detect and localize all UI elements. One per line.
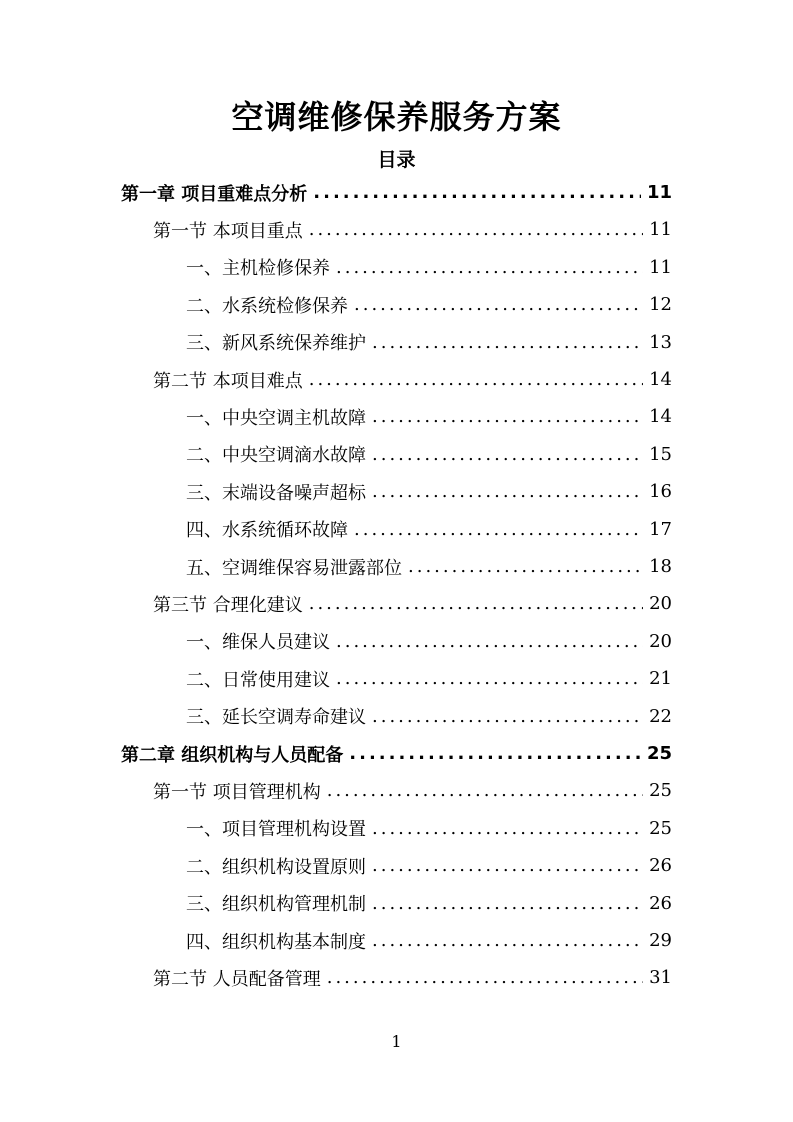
toc-entry-page: 16 [649,481,672,503]
toc-dot-leader [349,743,641,764]
toc-entry[interactable] [186,249,672,286]
toc-entry[interactable] [153,772,672,809]
toc-entry-page: 17 [649,518,672,540]
toc-entry-page: 29 [649,930,672,951]
toc-entry[interactable] [186,511,672,548]
toc-entry-page: 12 [649,294,672,316]
toc-dot-leader [327,780,643,801]
toc-entry-page: 25 [646,743,672,764]
toc-dot-leader [309,369,643,390]
toc-dot-leader [336,257,643,278]
toc-dot-leader [372,930,643,951]
toc-entry-page: 25 [649,780,672,802]
page-number: 1 [391,1032,402,1051]
toc-entry[interactable] [186,660,672,697]
toc-entry[interactable] [186,698,672,735]
toc-entry-label: 第一节 本项目重点 [153,220,303,242]
toc-entry-page: 26 [649,855,672,877]
toc-entry-label: 二、水系统检修保养 [186,295,348,317]
toc-entry-label: 第二节 本项目难点 [153,370,303,392]
toc-dot-leader [372,444,643,465]
toc-dot-leader [354,294,643,315]
toc-entry[interactable] [153,585,672,622]
toc-entry-label: 一、主机检修保养 [186,258,330,280]
toc-entry-label: 第一节 项目管理机构 [153,781,321,803]
toc-dot-leader [313,182,641,203]
toc-entry-label: 三、延长空调寿命建议 [186,707,366,729]
toc-entry-page: 15 [649,443,672,465]
toc-dot-leader [309,593,643,614]
toc-entry-page: 18 [649,556,672,577]
toc-entry-page: 25 [649,817,672,839]
toc-entry[interactable] [186,324,672,361]
toc-entry[interactable] [153,211,672,248]
toc-entry-page: 11 [649,219,672,241]
toc-entry-label: 二、组织机构设置原则 [186,856,366,878]
toc-entry-page: 31 [649,967,672,989]
toc-dot-leader [309,219,643,240]
toc-entry-label: 一、项目管理机构设置 [186,819,366,841]
toc-entry-label: 一、中央空调主机故障 [186,407,366,429]
toc-entry[interactable] [186,623,672,660]
toc-entry-label: 三、末端设备噪声超标 [186,482,366,504]
toc-entry-page: 13 [649,331,672,353]
toc-entry[interactable] [186,548,672,585]
toc-entry-page: 26 [649,892,672,914]
toc-entry[interactable] [153,361,672,398]
toc-entry-label: 五、空调维保容易泄露部位 [186,557,402,579]
toc-entry-page: 21 [649,668,672,690]
toc-dot-leader [372,818,643,839]
toc-dot-leader [336,668,643,689]
toc-entry-page: 22 [649,705,672,727]
toc-entry[interactable] [186,922,672,959]
toc-heading: 目录 [377,149,416,171]
toc-entry[interactable] [186,473,672,510]
toc-entry[interactable] [121,735,672,772]
toc-dot-leader [327,967,643,988]
toc-entry[interactable] [186,810,672,847]
document-title: 空调维修保养服务方案 [231,98,562,136]
toc-dot-leader [408,556,643,577]
toc-entry[interactable] [186,398,672,435]
toc-entry-page: 20 [649,630,672,652]
toc-dot-leader [372,481,643,502]
toc-entry-label: 第一章 项目重难点分析 [121,183,308,205]
toc-entry-label: 第三节 合理化建议 [153,594,303,616]
toc-dot-leader [336,631,643,652]
toc-entry-page: 14 [649,369,672,390]
toc-dot-leader [372,332,643,353]
toc-entry-page: 14 [649,406,672,428]
toc-entry-page: 11 [649,256,672,278]
toc-entry[interactable] [121,174,672,211]
toc-entry-page: 11 [646,182,672,203]
toc-entry-label: 第二章 组织机构与人员配备 [121,744,344,766]
toc-entry-label: 第二节 人员配备管理 [153,968,321,990]
toc-entry-label: 三、组织机构管理机制 [186,894,366,916]
toc-dot-leader [372,893,643,914]
toc-entry[interactable] [186,885,672,922]
toc-entry[interactable] [186,286,672,323]
toc-entry[interactable] [153,959,672,996]
toc-dot-leader [372,406,643,427]
toc-dot-leader [354,519,643,540]
toc-dot-leader [372,855,643,876]
toc-entry-label: 三、新风系统保养维护 [186,333,366,355]
toc-entry[interactable] [186,847,672,884]
toc-entry-label: 四、组织机构基本制度 [186,931,366,953]
toc-entry-label: 四、水系统循环故障 [186,520,348,542]
toc-entry-label: 一、维保人员建议 [186,632,330,654]
toc-entry-label: 二、日常使用建议 [186,669,330,691]
toc-entry-page: 20 [649,593,672,615]
toc-entry[interactable] [186,436,672,473]
toc-dot-leader [372,706,643,727]
toc-entry-label: 二、中央空调滴水故障 [186,445,366,467]
